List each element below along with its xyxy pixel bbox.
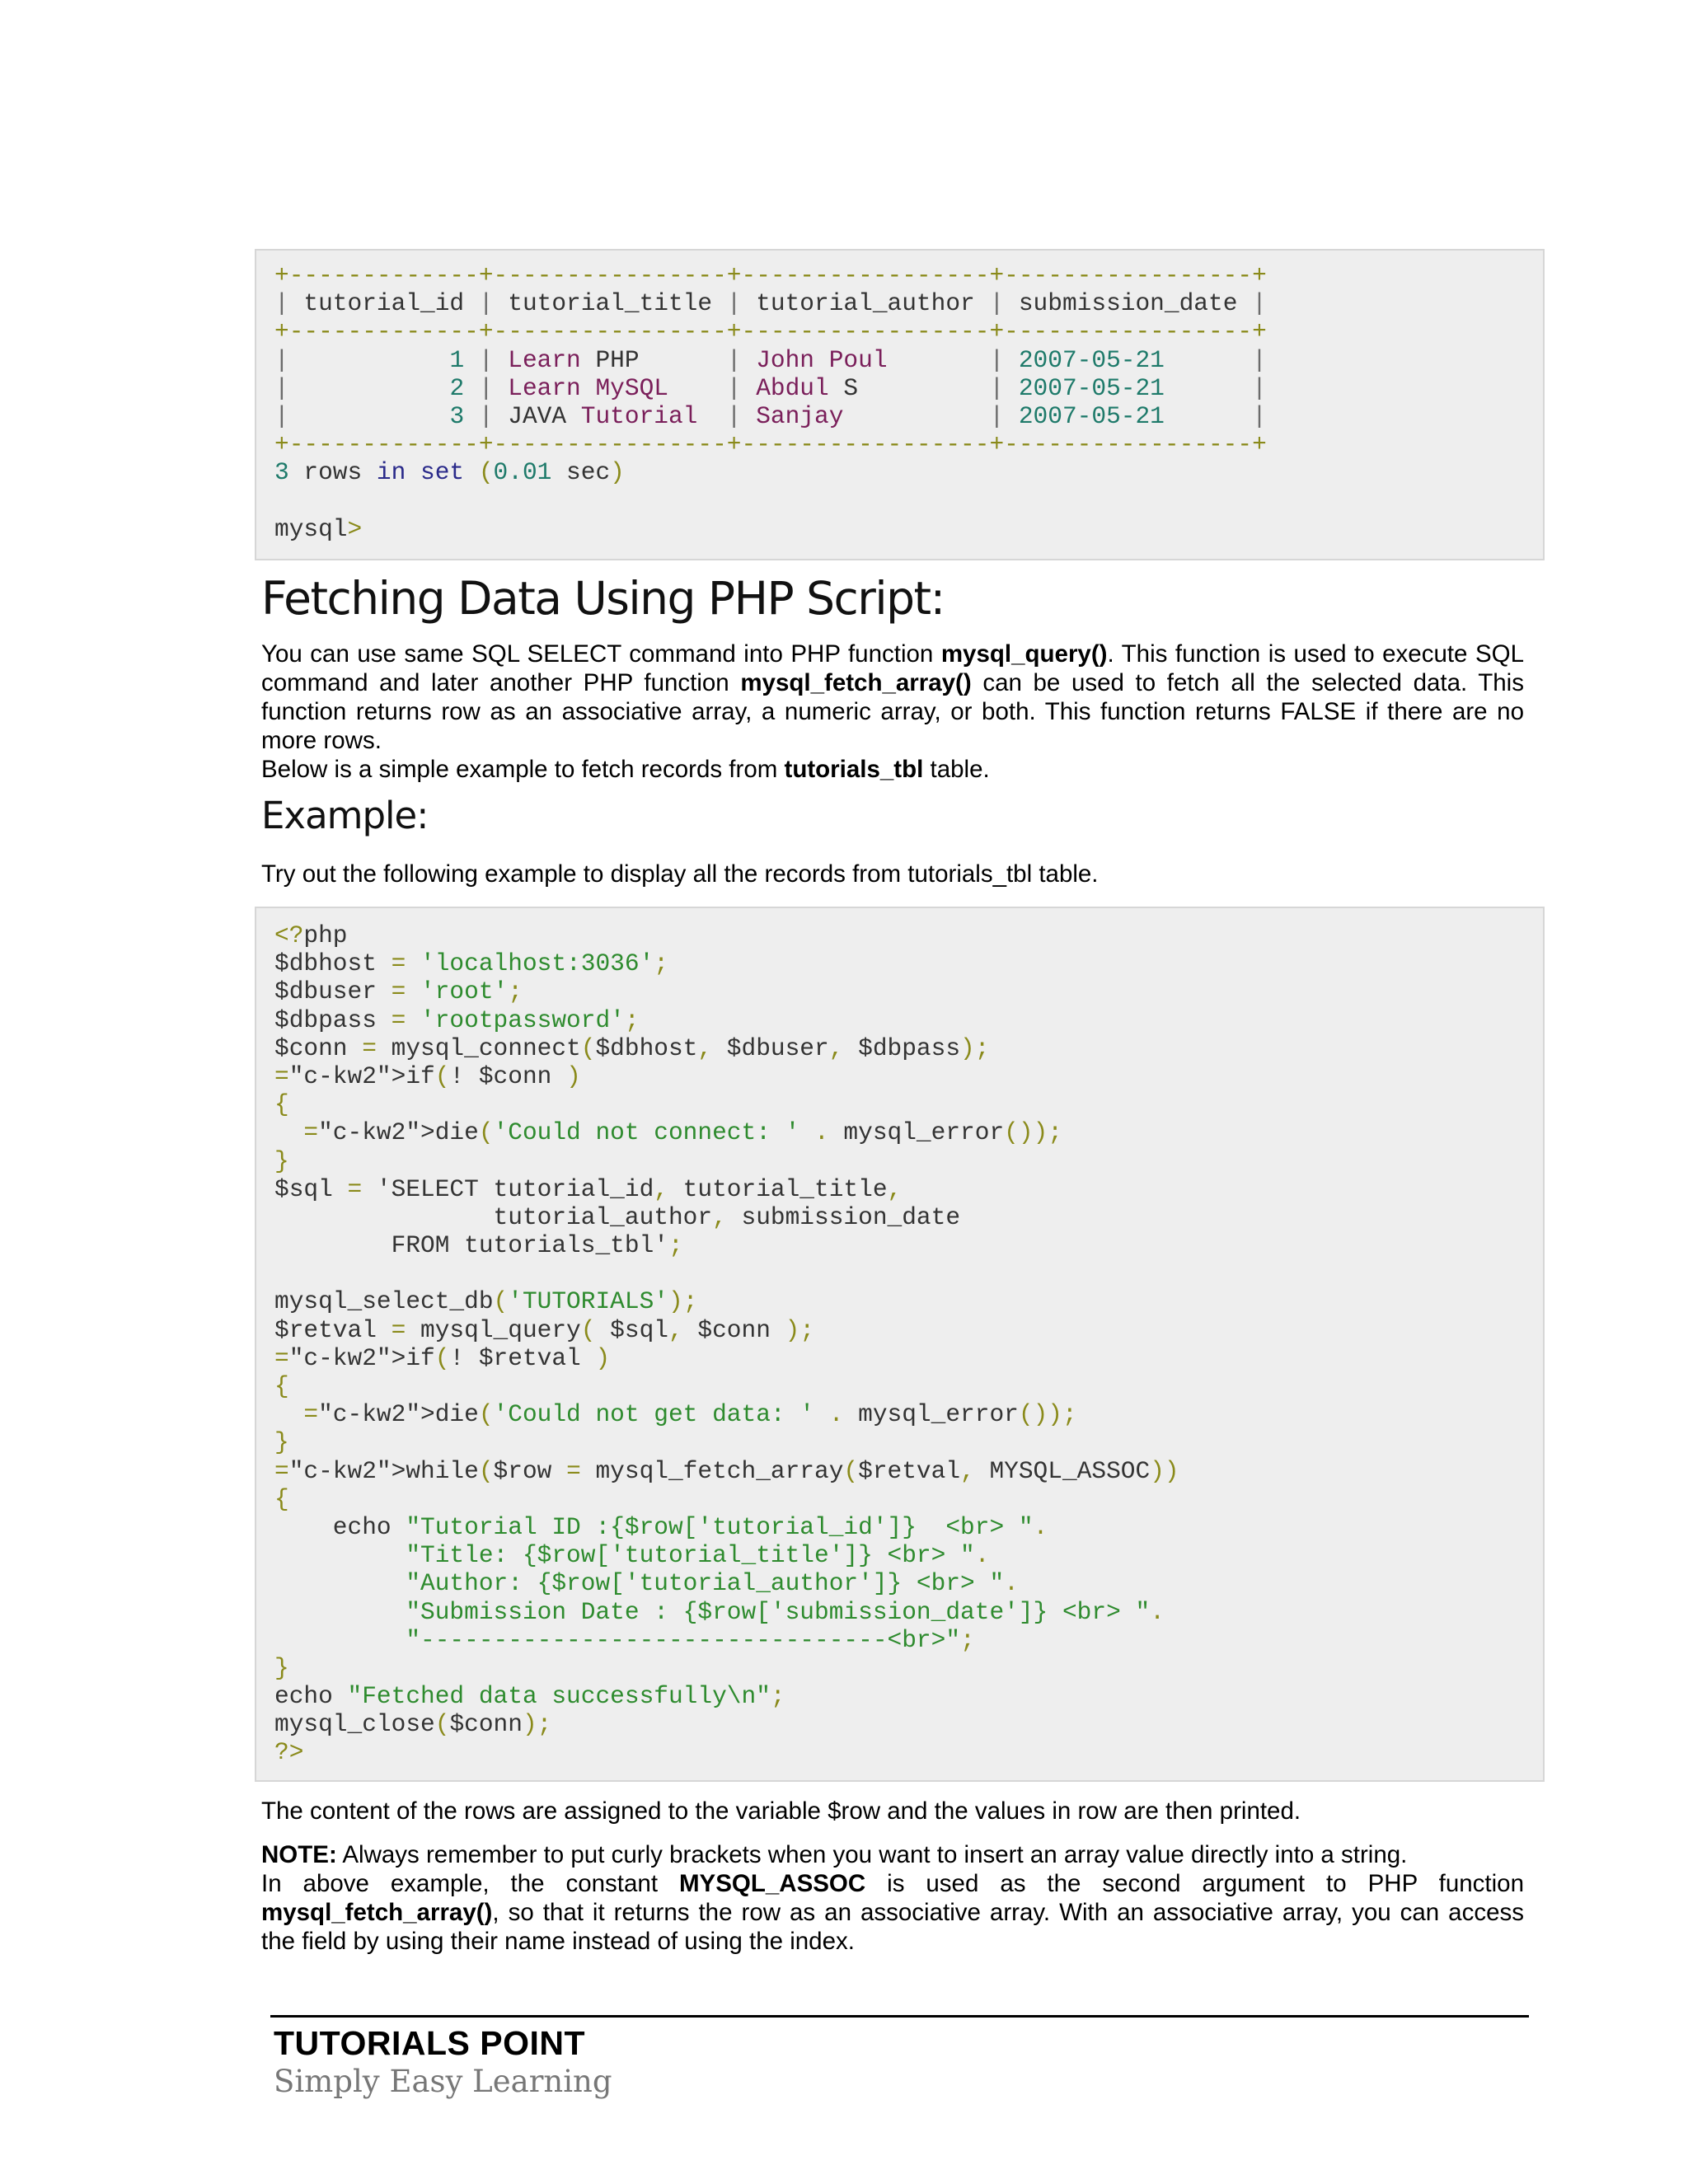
code-line: $sql = 'SELECT tutorial_id, tutorial_title, [274, 1174, 903, 1203]
code-line [274, 1259, 1543, 1287]
text-run: can be used to fetch all the selected data. This function returns row as an associative array, a numeric array, or both. This function returns FALSE if there are no more rows. [261, 669, 1524, 754]
text-run: , so that it returns the row as an associative array. With an associative array, you can access the field by using their name instead of using the index. [261, 1899, 1524, 1955]
code-line: "Author: {$row['tutorial_author']} <br> ". [406, 1569, 1019, 1598]
code-line: ?> [274, 1738, 304, 1767]
code-line: echo "Fetched data successfully\n"; [274, 1682, 785, 1711]
text-run: Always remember to put curly brackets when you want to insert an array value directly into a string. [336, 1841, 1408, 1868]
text-run: is used as the second argument to PHP function [865, 1870, 1524, 1897]
example-intro: Try out the following example to display all the records from tutorials_tbl table. [261, 860, 1099, 888]
result-line: 3 rows in set (0.01 sec) [274, 458, 625, 487]
code-line: echo "Tutorial ID :{$row['tutorial_id']} <br> ". [274, 1512, 1048, 1541]
result-line: | tutorial_id | tutorial_title | tutorial_author | submission_date | [274, 289, 1267, 318]
code-line: } [274, 1146, 289, 1175]
code-line: $dbpass = 'rootpassword'; [274, 1005, 640, 1034]
code-line: { [274, 1372, 289, 1400]
text-run: In above example, the constant [261, 1870, 679, 1897]
code-line: tutorial_author, submission_date [274, 1202, 961, 1231]
note-paragraph [261, 1840, 1524, 1956]
bold-term: tutorials_tbl [784, 756, 924, 783]
result-line: +-------------+----------------+-----------------+-----------------+ [274, 317, 1267, 346]
text-run: You can use same SQL SELECT command into PHP function [261, 640, 941, 668]
intro-paragraph [261, 640, 1524, 784]
text-run: . This function is used to execute SQL command and later another PHP function [261, 640, 1524, 696]
code-line: mysql_close($conn); [274, 1710, 552, 1739]
code-line: } [274, 1653, 289, 1682]
example-heading: Example: [261, 794, 429, 837]
code-line: ="c-kw2">die('Could not connect: ' . mysql_error()); [303, 1118, 1062, 1147]
footer-divider [270, 2015, 1529, 2018]
result-line: | 1 | Learn PHP | John Poul | 2007-05-21 | [274, 345, 1267, 374]
bold-term: MYSQL_ASSOC [678, 1870, 866, 1897]
result-line: | 2 | Learn MySQL | Abdul S | 2007-05-21 | [274, 373, 1267, 402]
bold-term: mysql_query() [940, 640, 1108, 668]
code-line: $conn = mysql_connect($dbhost, $dbuser, $dbpass); [274, 1033, 990, 1062]
text-run: Below is a simple example to fetch records from [261, 756, 785, 783]
code-line: ="c-kw2">die('Could not get data: ' . mysql_error()); [303, 1400, 1077, 1429]
code-line: $dbuser = 'root'; [274, 977, 523, 1006]
code-line: ="c-kw2">while($row = mysql_fetch_array($retval, MYSQL_ASSOC)) [274, 1456, 1179, 1485]
code-line: <?php [274, 921, 348, 949]
result-line: +-------------+----------------+-----------------+-----------------+ [274, 430, 1267, 459]
bold-term: mysql_fetch_array() [261, 1899, 493, 1926]
code-line: FROM tutorials_tbl'; [274, 1231, 683, 1260]
code-line: { [274, 1484, 289, 1513]
result-line: | 3 | JAVA Tutorial | Sanjay | 2007-05-21 | [274, 401, 1267, 430]
code-line: ="c-kw2">if(! $retval ) [274, 1343, 611, 1372]
section-heading: Fetching Data Using PHP Script: [261, 572, 945, 625]
code-line: { [274, 1090, 289, 1119]
php-code-block [255, 907, 1545, 1782]
query-result-block [255, 249, 1545, 560]
code-line: "--------------------------------<br>"; [406, 1625, 975, 1654]
result-line [274, 487, 1543, 515]
code-line: mysql_select_db('TUTORIALS'); [274, 1287, 698, 1316]
code-line: "Title: {$row['tutorial_title']} <br> ". [406, 1541, 990, 1570]
explanation-paragraph: The content of the rows are assigned to the variable $row and the values in row are then printed. [261, 1797, 1301, 1825]
note-label: NOTE: [261, 1841, 337, 1868]
footer-brand: TUTORIALS POINT [274, 2024, 586, 2062]
code-line: $retval = mysql_query( $sql, $conn ); [274, 1315, 815, 1344]
code-line: ="c-kw2">if(! $conn ) [274, 1062, 581, 1090]
text-run: table. [923, 756, 990, 783]
code-line: $dbhost = 'localhost:3036'; [274, 949, 668, 978]
footer-tagline: Simply Easy Learning [274, 2064, 612, 2099]
result-line: mysql> [274, 514, 363, 543]
code-line: "Submission Date : {$row['submission_date']} <br> ". [406, 1597, 1165, 1626]
result-line: +-------------+----------------+-----------------+-----------------+ [274, 261, 1267, 289]
bold-term: mysql_fetch_array() [740, 669, 972, 696]
code-line: } [274, 1428, 289, 1457]
